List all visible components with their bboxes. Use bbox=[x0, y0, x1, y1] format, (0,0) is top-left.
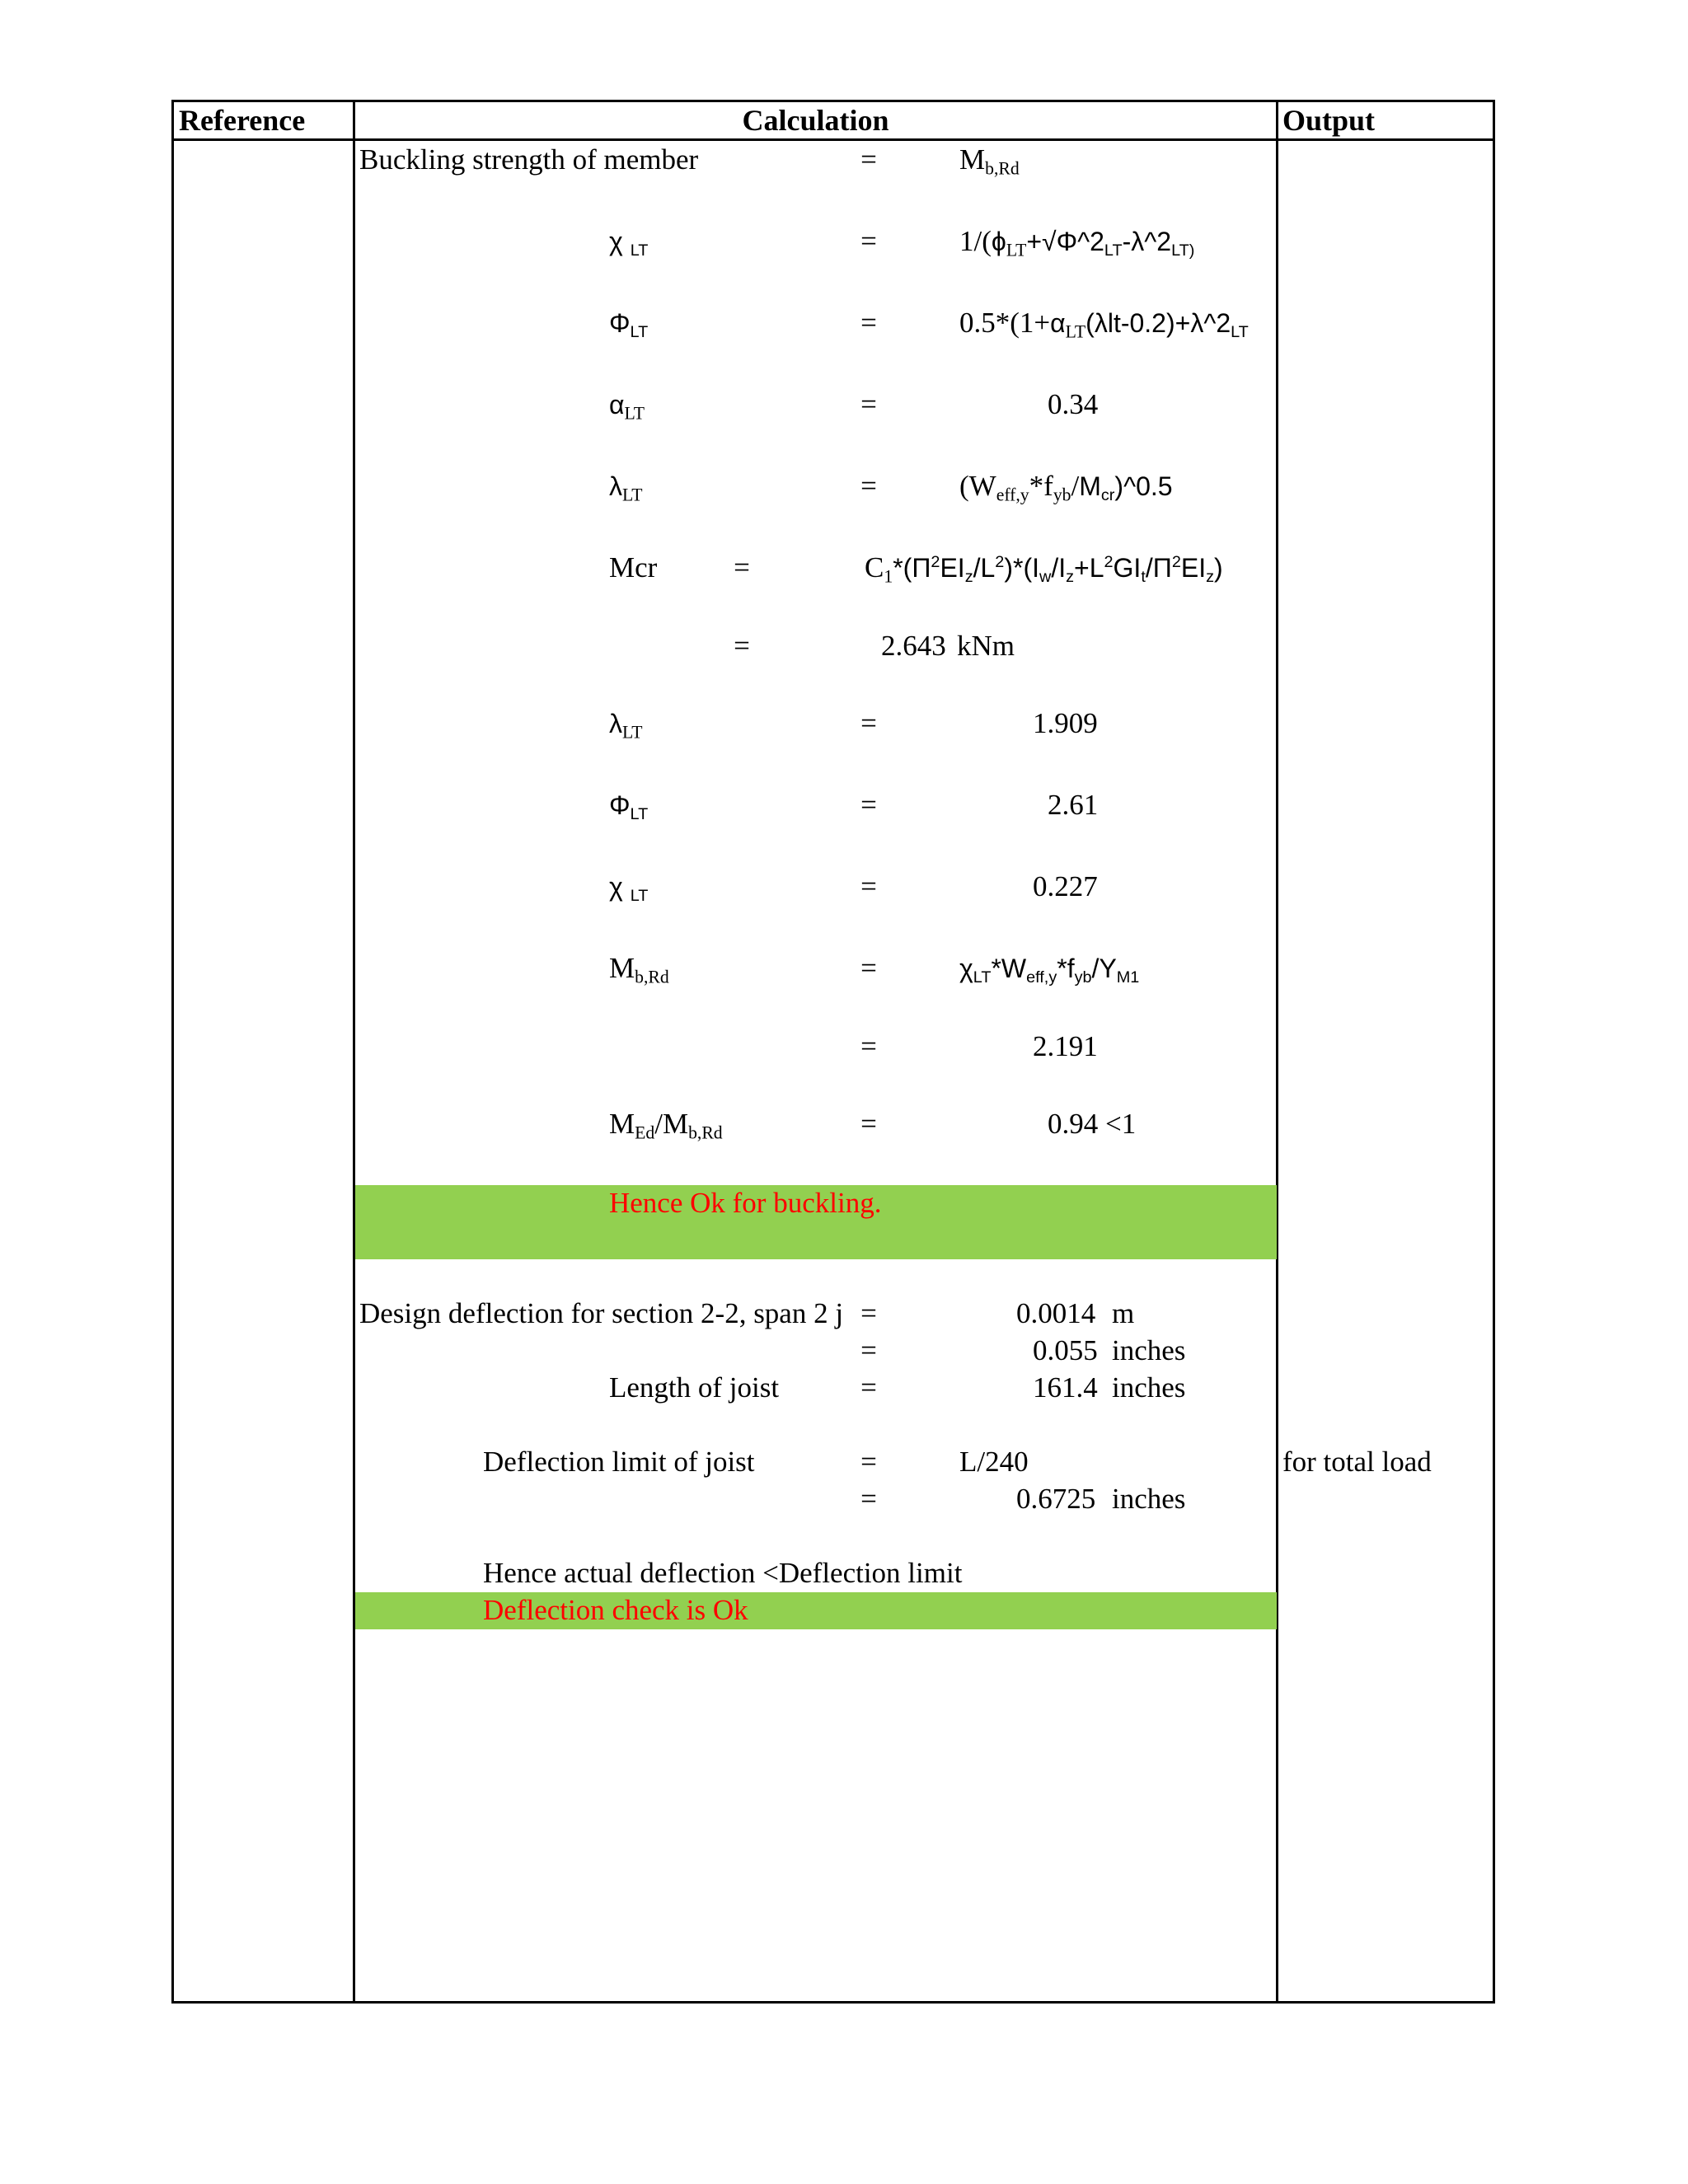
equals-sign: = bbox=[860, 143, 877, 176]
equals-sign: = bbox=[734, 630, 750, 662]
equals-sign: = bbox=[860, 470, 877, 502]
design-deflection-unit: m bbox=[1112, 1297, 1135, 1329]
chi-lt-value: 0.227 bbox=[1033, 870, 1098, 902]
lambda-lt-symbol: $\lambda_{LT}$ bbox=[609, 471, 643, 505]
design-deflection-label: Design deflection for section 2-2, span 2 j bbox=[359, 1297, 844, 1329]
phi-lt-symbol: $\Phi_{LT}$ bbox=[609, 308, 649, 341]
equals-sign: = bbox=[860, 707, 877, 739]
equals-sign: = bbox=[860, 1483, 877, 1515]
deflection-limit-value: 0.6725 bbox=[1016, 1483, 1096, 1515]
equals-sign: = bbox=[860, 388, 877, 420]
phi-lt-formula: $0.5*(1+\alpha_{LT}(\lambda lt-0.2)+\lambda\^{}2_{LT}$ bbox=[959, 307, 1249, 342]
mbrd-symbol: $M_{b,Rd}$ bbox=[609, 952, 669, 987]
deflection-inches-unit: inches bbox=[1112, 1334, 1186, 1366]
deflection-limit-unit: inches bbox=[1112, 1483, 1186, 1515]
deflection-ok-text: Deflection check is Ok bbox=[483, 1594, 748, 1626]
chi-lt-symbol: χ $_{LT}$ bbox=[609, 227, 649, 260]
phi-lt-symbol: $\Phi_{LT}$ bbox=[609, 790, 649, 823]
mcr-unit: kNm bbox=[957, 630, 1015, 662]
lambda-lt-value: 1.909 bbox=[1033, 707, 1098, 739]
equals-sign: = bbox=[860, 789, 877, 821]
deflection-limit-formula: L/240 bbox=[959, 1446, 1029, 1478]
alpha-lt-symbol: $\alpha_{LT}$ bbox=[609, 390, 645, 424]
equals-sign: = bbox=[860, 1030, 877, 1062]
lambda-lt-formula: $(W_{eff,y}*f_{yb}/M_{cr})\^{}0.5$ bbox=[959, 470, 1173, 505]
deflection-inches-value: 0.055 bbox=[1033, 1334, 1098, 1366]
alpha-lt-value: 0.34 bbox=[1048, 388, 1099, 420]
equals-sign: = bbox=[860, 1371, 877, 1404]
equals-sign: = bbox=[860, 1446, 877, 1478]
mcr-value: 2.643 bbox=[881, 630, 946, 662]
equals-sign: = bbox=[860, 1297, 877, 1329]
equals-sign: = bbox=[860, 952, 877, 984]
buckling-strength-value: $M_{b,Rd}$ bbox=[959, 143, 1020, 179]
equals-sign: = bbox=[860, 1108, 877, 1140]
chi-lt-formula: $1/(\phi_{LT}+√\Phi\^{}2_{LT}-\lambda\^{}2_{LT)}$ bbox=[959, 225, 1195, 260]
ratio-comparison: <1 bbox=[1105, 1108, 1137, 1140]
equals-sign: = bbox=[734, 551, 750, 583]
ratio-value: 0.94 bbox=[1048, 1108, 1099, 1140]
mbrd-formula: $\chi_{LT}*W_{eff,y}*f_{yb}/\Upsilon_{M1}$ bbox=[959, 954, 1140, 987]
header-reference: Reference bbox=[179, 104, 306, 137]
ratio-symbol: $M_{Ed}/M_{b,Rd}$ bbox=[609, 1108, 723, 1143]
chi-lt-symbol: χ $_{LT}$ bbox=[609, 872, 649, 905]
column-divider-output bbox=[1276, 102, 1278, 2001]
joist-length-unit: inches bbox=[1112, 1371, 1186, 1404]
buckling-ok-text: Hence Ok for buckling. bbox=[609, 1187, 882, 1219]
equals-sign: = bbox=[860, 1334, 877, 1366]
lambda-lt-symbol: $\lambda_{LT}$ bbox=[609, 709, 643, 743]
equals-sign: = bbox=[860, 225, 877, 257]
phi-lt-value: 2.61 bbox=[1048, 789, 1099, 821]
buckling-strength-label: Buckling strength of member bbox=[359, 143, 699, 176]
column-divider-reference bbox=[353, 102, 355, 2001]
header-output: Output bbox=[1282, 104, 1376, 137]
deflection-limit-output: for total load bbox=[1282, 1446, 1432, 1478]
mcr-formula: $C_1*(\Pi^2EI_z/L^2)*(I_w/I_z+L^2GI_t/\Pi^2EI_z)$ bbox=[865, 551, 1223, 587]
calculation-sheet bbox=[171, 100, 1495, 2004]
deflection-limit-label: Deflection limit of joist bbox=[483, 1446, 755, 1478]
header-calculation: Calculation bbox=[742, 104, 889, 137]
design-deflection-value: 0.0014 bbox=[1016, 1297, 1096, 1329]
mbrd-value: 2.191 bbox=[1033, 1030, 1098, 1062]
mcr-symbol: Mcr bbox=[609, 551, 658, 583]
equals-sign: = bbox=[860, 307, 877, 339]
deflection-compare-text: Hence actual deflection <Deflection limit bbox=[483, 1557, 963, 1589]
joist-length-label: Length of joist bbox=[609, 1371, 780, 1404]
equals-sign: = bbox=[860, 870, 877, 902]
joist-length-value: 161.4 bbox=[1033, 1371, 1098, 1404]
